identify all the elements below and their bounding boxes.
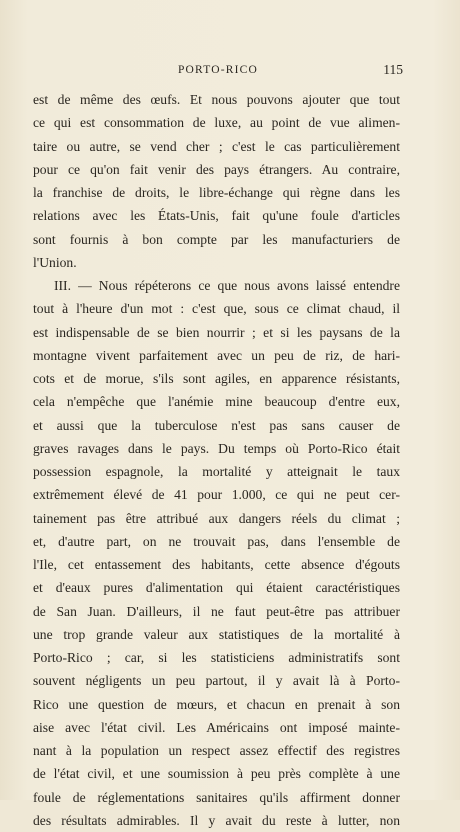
text-line: tout à l'heure d'un mot : c'est que, sous ce climat chaud, il [33,301,400,317]
text-line: cela n'empêche que l'anémie mine beaucoup d'entre eux, [33,394,400,410]
text-line: taire ou autre, se vend cher ; c'est le cas particulièrement [33,138,400,154]
text-line: Rico une question de mœurs, et chacun en prenait à son [33,696,400,712]
text-line: de San Juan. D'ailleurs, il ne faut peut-être pas attribuer [33,603,400,619]
text-line: et d'eaux pures d'alimentation qui étaient caractéristiques [33,580,400,596]
body-text [33,88,400,832]
text-line: des résultats admirables. Il y avait du reste à lutter, non [33,812,400,828]
text-line: souvent négligents un peu partout, il y avait là à Porto- [33,673,400,689]
text-line: pour ce qu'on fait venir des pays étrangers. Au contraire, [33,161,400,177]
text-line: et aussi que la tuberculose n'est pas sans causer de [33,417,400,433]
text-line: est de même des œufs. Et nous pouvons ajouter que tout [33,92,400,107]
text-line: cots et de morue, s'ils sont agiles, en apparence résistants, [33,371,400,386]
running-header [33,62,403,78]
paragraph [33,88,400,274]
text-line: est indispensable de se bien nourrir ; et si les paysans de la [33,324,400,340]
page-number: 115 [383,62,403,77]
text-line: montagne vivent parfaitement avec un peu de riz, de hari- [33,347,400,363]
text-line: une trop grande valeur aux statistiques de la mortalité à [33,626,400,642]
text-line: nant à la population un respect assez effectif des registres [33,743,400,758]
text-line: relations avec les États-Unis, fait qu'une foule d'articles [33,208,400,224]
text-line: ce qui est consommation de luxe, au point de vue alimen- [33,115,400,131]
text-line: et, d'autre part, on ne trouvait pas, dans l'ensemble de [33,533,400,549]
text-line: sont fournis à bon compte par les manufacturiers de [33,231,400,247]
text-line: Porto-Rico ; car, si les statisticiens administratifs sont [33,650,400,665]
text-line: la franchise de droits, le libre-échange qui règne dans les [33,185,400,200]
text-line: aise avec l'état civil. Les Américains ont imposé mainte- [33,719,400,735]
text-line: possession espagnole, la mortalité y atteignait le taux [33,464,400,479]
text-line: tainement pas être attribué aux dangers réels du climat ; [33,510,400,526]
paragraph [33,274,400,832]
text-line: de l'état civil, et une soumission à peu près complète à une [33,766,400,782]
text-line: l'Union. [33,254,77,270]
text-line: III. — Nous répéterons ce que nous avons laissé entendre [54,278,400,293]
text-line: extrêmement élevé de 41 pour 1.000, ce qui ne peut cer- [33,487,400,503]
text-line: graves ravages dans le pays. Du temps où Porto-Rico était [33,440,400,456]
text-line: foule de réglementations sanitaires qu'ils affirment donner [33,789,400,805]
text-line: l'Ile, cet entassement des habitants, cette absence d'égouts [33,557,400,572]
running-title: PORTO-RICO [177,64,259,76]
